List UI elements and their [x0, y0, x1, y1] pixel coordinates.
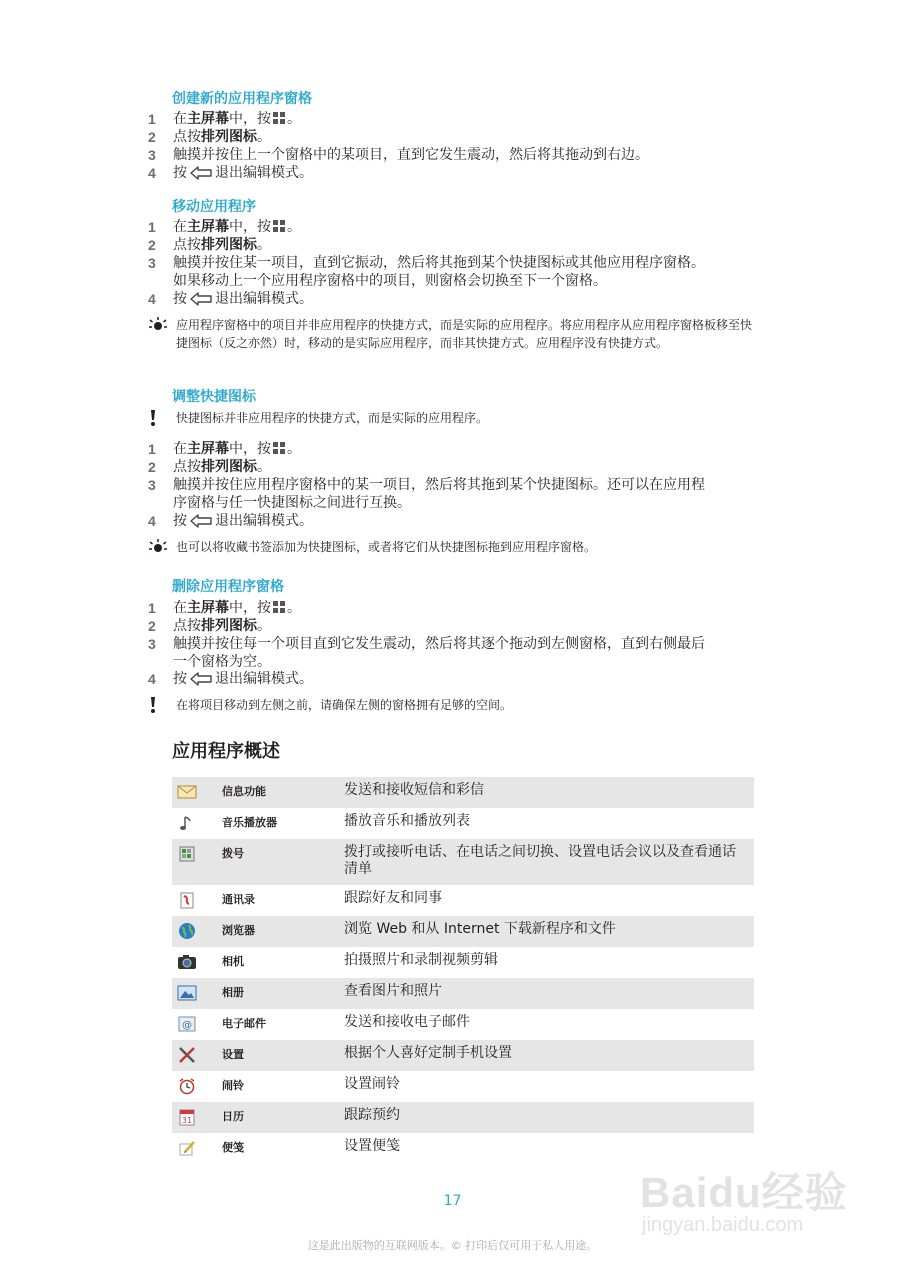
apps-grid-icon [273, 112, 285, 124]
lightbulb-tip-icon [148, 538, 168, 556]
table-row: @ 电子邮件 发送和接收电子邮件 [172, 1009, 754, 1040]
baidu-watermark: Baidu经验 jingyan.baidu.com [640, 1169, 848, 1236]
table-row: 闹铃 设置闹铃 [172, 1071, 754, 1102]
section-title-move-app: 移动应用程序 [172, 199, 256, 215]
manual-page: 创建新的应用程序窗格 1 在主屏幕中，按 。 2 点按排列图标。 3 触摸并按住上一个窗格中的某项目，直到它发生震动，然后将其拖动到右边。 4 按 退出编辑模式。 移动应用程序 1 在主屏幕中，按 。 2 点按排列图标。 3 触摸并按住某一项目，直到它振动，然后将其拖到某个快捷图标或其他应用程序窗格。如果移动上一个应用程序窗格中的项目，则窗格会切换至下一个窗格。 4 按 退出编辑模式。 应用程序窗格中的项目并非应用程序的快捷方式，而是实际的应用程序。将应用程序从应用程序窗格板移至快捷图标（反之亦然）时，移动的是实际应用程序，而非其快捷方式。应用程序没有快捷方式。 调整快捷图标 快捷图标并非应用程序的快捷方式，而是实际的应用程序。 1 在主屏幕中，按 。 2 点按排列图标。 3 触摸并按住应用程序窗格中的某一项目，然后将其拖到某个快捷图标。还可以在应用程序窗格与任一快捷图标之间进行互换。 4 按 退出编辑模式。 也可以将收藏书签添加为快捷图标，或者将它们从快捷图标拖到应用程序窗格。 删除应用程序窗格 1 在主屏幕中，按 。 2 点按排列图标。 3 触摸并按住每一个项目直到它发生震动，然后将其逐个拖动到左侧窗格，直到右侧最后一个窗格为空。 4 按 退出编辑模式。 在将项目移动到左侧之前，请确保左侧的窗格拥有足够的空间。 应用程序概述 信息功能 发送和接收短信和彩信 音乐播放器 播放音乐和播放列表 拨号 拨打或接听电话、在电话之间切换、设置电话会议以及查看通话清单 通讯录 跟踪好友和同事 浏览器 浏览 Web 和从 Internet 下载新程序和文件 相机 拍摄照片和录制视频剪辑 相册 查看图片和照片 @ 电子邮件 发送和接收电子邮件 设置 根据个人喜好定制手机设置 闹铃 设置闹铃 31 日历 跟踪预约 便笺 设置便笺 17 这是此出版物的互联网版本。© 打印后仅可用于私人用途。 Baidu经验 jingyan.baidu.com [0, 0, 905, 1280]
table-row: 信息功能 发送和接收短信和彩信 [172, 777, 754, 808]
section-title-adjust-shortcut: 调整快捷图标 [172, 389, 256, 405]
svg-text:@: @ [182, 1020, 192, 1031]
apps-grid-icon [273, 601, 285, 613]
back-arrow-icon [190, 672, 212, 686]
alarm-clock-icon [177, 1077, 197, 1095]
globe-icon [177, 922, 197, 940]
table-row: 浏览器 浏览 Web 和从 Internet 下载新程序和文件 [172, 916, 754, 947]
tools-icon [177, 1046, 197, 1064]
table-row: 相机 拍摄照片和录制视频剪辑 [172, 947, 754, 978]
exclamation-warning-icon [148, 696, 168, 714]
section-title-create-pane: 创建新的应用程序窗格 [172, 91, 312, 107]
exclamation-warning-icon [148, 409, 168, 427]
apps-grid-icon [273, 442, 285, 454]
lightbulb-tip-icon [148, 316, 168, 334]
section-title-delete-pane: 删除应用程序窗格 [172, 579, 284, 595]
table-row: 相册 查看图片和照片 [172, 978, 754, 1009]
email-icon [177, 1015, 197, 1033]
contacts-icon [177, 891, 197, 909]
back-arrow-icon [190, 166, 212, 180]
camera-icon [177, 953, 197, 971]
back-arrow-icon [190, 514, 212, 528]
back-arrow-icon [190, 292, 212, 306]
dialer-icon [177, 845, 197, 863]
footer-note: 这是此出版物的互联网版本。© 打印后仅可用于私人用途。 [307, 1239, 598, 1252]
svg-text:31: 31 [181, 1116, 193, 1125]
table-row: 音乐播放器 播放音乐和播放列表 [172, 808, 754, 839]
apps-grid-icon [273, 220, 285, 232]
table-row: 便笺 设置便笺 [172, 1133, 754, 1164]
music-note-icon [177, 814, 197, 832]
overview-title: 应用程序概述 [172, 741, 280, 762]
table-row: 31 日历 跟踪预约 [172, 1102, 754, 1133]
table-row: 通讯录 跟踪好友和同事 [172, 885, 754, 916]
page-number: 17 [443, 1193, 462, 1209]
table-row: 设置 根据个人喜好定制手机设置 [172, 1040, 754, 1071]
table-row: 拨号 拨打或接听电话、在电话之间切换、设置电话会议以及查看通话清单 [172, 839, 754, 885]
gallery-icon [177, 984, 197, 1002]
note-pencil-icon [177, 1139, 197, 1157]
calendar-icon [177, 1108, 197, 1126]
envelope-icon [177, 783, 197, 801]
